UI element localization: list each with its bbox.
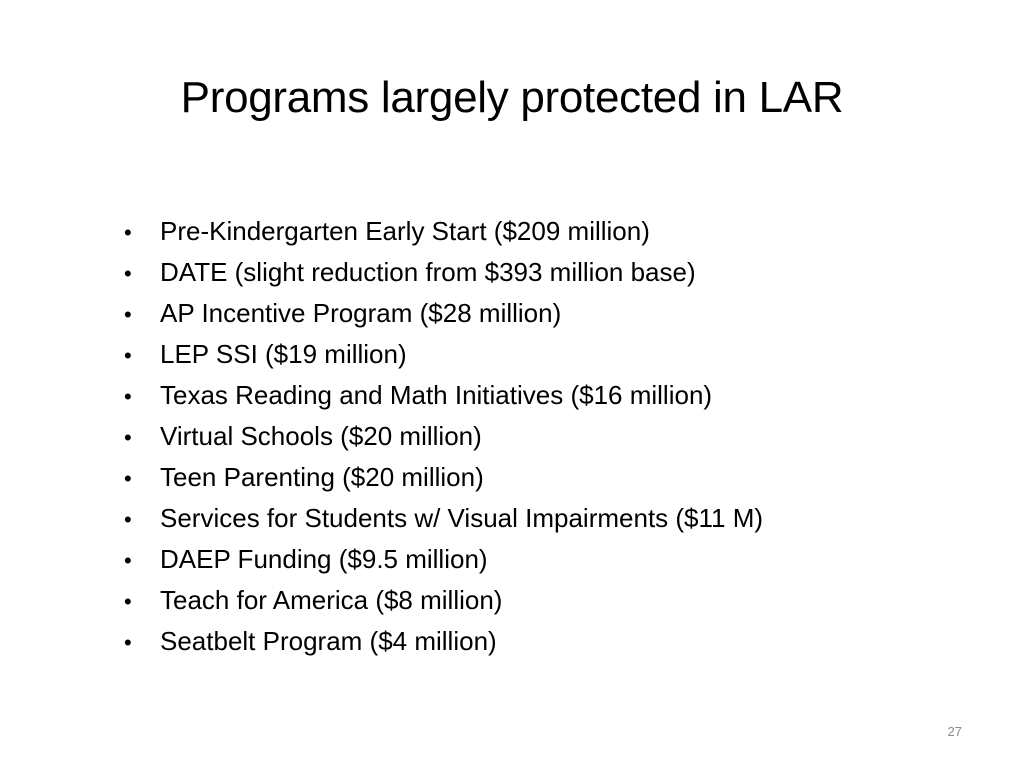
bullet-icon: • [124, 589, 132, 614]
bullet-icon: • [124, 507, 132, 532]
list-item [124, 416, 924, 457]
list-item [124, 334, 924, 375]
list-item [124, 252, 924, 293]
bullet-text: Services for Students w/ Visual Impairments ($11 M) [160, 503, 764, 533]
bullet-icon: • [124, 220, 132, 245]
slide-number: 27 [947, 724, 962, 739]
list-item [124, 539, 924, 580]
bullet-text: Pre-Kindergarten Early Start ($209 million) [160, 216, 650, 246]
bullet-icon: • [124, 425, 132, 450]
list-item [124, 293, 924, 334]
bullet-text: Teach for America ($8 million) [160, 585, 503, 615]
bullet-icon: • [124, 630, 132, 655]
bullet-text: Seatbelt Program ($4 million) [160, 626, 497, 656]
list-item [124, 375, 924, 416]
list-item [124, 211, 924, 252]
bullet-text: Texas Reading and Math Initiatives ($16 million) [160, 380, 713, 410]
bullet-text: LEP SSI ($19 million) [160, 339, 407, 369]
bullet-icon: • [124, 384, 132, 409]
bullet-icon: • [124, 548, 132, 573]
bullet-text: DAEP Funding ($9.5 million) [160, 544, 488, 574]
bullet-text: Virtual Schools ($20 million) [160, 421, 482, 451]
bullet-icon: • [124, 302, 132, 327]
bullet-text: AP Incentive Program ($28 million) [160, 298, 562, 328]
bullet-text: DATE (slight reduction from $393 million base) [160, 257, 696, 287]
bullet-icon: • [124, 466, 132, 491]
bullet-list [124, 211, 924, 662]
list-item [124, 457, 924, 498]
list-item [124, 580, 924, 621]
list-item [124, 498, 924, 539]
bullet-text: Teen Parenting ($20 million) [160, 462, 484, 492]
list-item [124, 621, 924, 662]
bullet-icon: • [124, 261, 132, 286]
slide-title: Programs largely protected in LAR [180, 73, 844, 122]
bullet-icon: • [124, 343, 132, 368]
